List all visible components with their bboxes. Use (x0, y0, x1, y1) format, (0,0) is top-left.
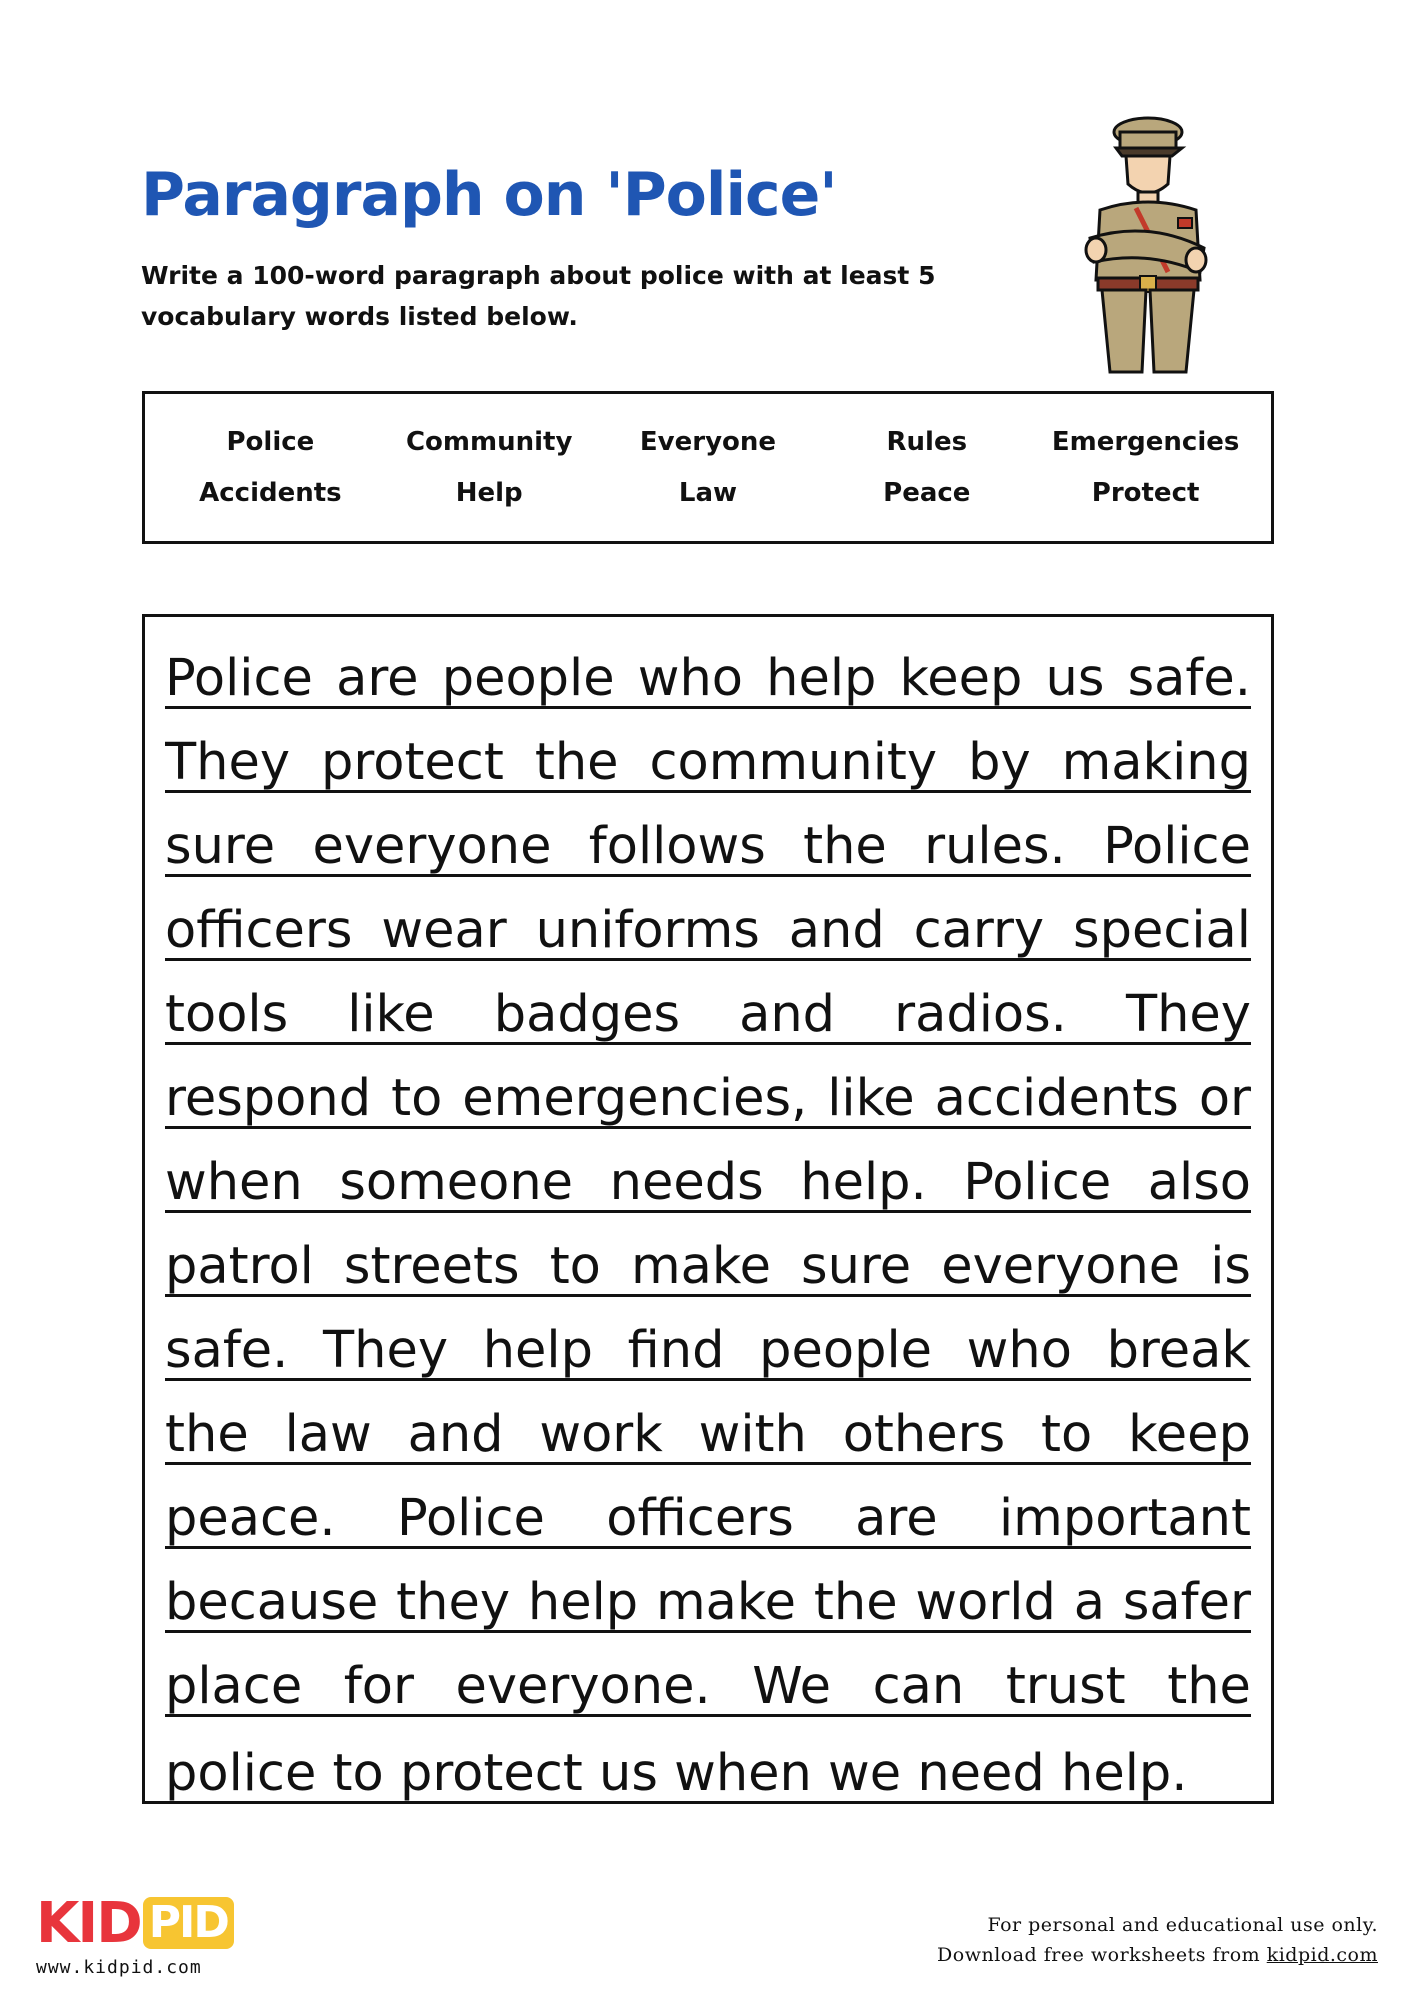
paragraph-word: to (391, 1069, 443, 1128)
kidpid-logo (36, 1890, 234, 1956)
paragraph-word: who (966, 1321, 1072, 1380)
paragraph-word: officers (165, 901, 353, 960)
paragraph-word: help (482, 1321, 593, 1380)
paragraph-word: respond (165, 1069, 372, 1128)
paragraph-word: protect (321, 733, 504, 792)
footer-note (937, 1910, 1378, 1970)
vocab-word: Help (455, 478, 523, 509)
paragraph-word: accidents (934, 1069, 1179, 1128)
paragraph-word: and (788, 901, 885, 960)
paragraph-word: and (407, 1405, 504, 1464)
paragraph-word: the (803, 817, 887, 876)
paragraph-word: rules. (924, 817, 1066, 876)
paragraph-word: We (752, 1657, 832, 1716)
paragraph-word: break (1106, 1321, 1251, 1380)
paragraph-word: the (1167, 1657, 1251, 1716)
paragraph-word: to (549, 1237, 601, 1296)
paragraph-word: like (827, 1069, 915, 1128)
paragraph-line (165, 961, 1251, 1045)
paragraph-box (142, 614, 1274, 1804)
vocab-word: Accidents (199, 478, 342, 509)
paragraph-word: keep (899, 649, 1023, 708)
vocab-word: Law (678, 478, 738, 509)
paragraph-line (165, 709, 1251, 793)
paragraph-line (165, 1381, 1251, 1465)
paragraph-word: world (915, 1573, 1056, 1632)
paragraph-word: a (1073, 1573, 1105, 1632)
paragraph-word: or (1198, 1069, 1251, 1128)
paragraph-line (165, 793, 1251, 877)
paragraph-word: badges (493, 985, 681, 1044)
paragraph-word: Police (963, 1153, 1112, 1212)
paragraph-word: work (539, 1405, 663, 1464)
paragraph-word: law (284, 1405, 372, 1464)
paragraph-word: officers (606, 1489, 794, 1548)
paragraph-word: find (627, 1321, 725, 1380)
paragraph-word: radios. (894, 985, 1067, 1044)
vocab-word: Emergencies (1051, 426, 1240, 457)
paragraph-word: follows (588, 817, 766, 876)
paragraph-word: who (637, 649, 743, 708)
paragraph-word: with (698, 1405, 807, 1464)
paragraph-word: help (527, 1573, 639, 1632)
paragraph-line (165, 1717, 1251, 1801)
paragraph-word: peace. (165, 1489, 336, 1548)
vocab-word: Protect (1091, 478, 1200, 509)
police-officer-illustration (1060, 110, 1230, 380)
paragraph-line (165, 1297, 1251, 1381)
paragraph-word: people (759, 1321, 932, 1380)
paragraph-word: tools (165, 985, 289, 1044)
paragraph-word: They (165, 733, 291, 792)
paragraph-word: wear (381, 901, 507, 960)
paragraph-line (165, 1465, 1251, 1549)
paragraph-word: sure (165, 817, 276, 876)
paragraph-word: make (630, 1237, 771, 1296)
paragraph-word: community (649, 733, 938, 792)
paragraph-word: for (343, 1657, 414, 1716)
paragraph-word: they (396, 1573, 511, 1632)
footer-line-2-prefix: Download free worksheets from (937, 1944, 1267, 1966)
paragraph-line (165, 1633, 1251, 1717)
paragraph-word: safer (1122, 1573, 1251, 1632)
paragraph-word: to (1041, 1405, 1093, 1464)
paragraph-word: trust (1005, 1657, 1126, 1716)
footer-line-2 (937, 1940, 1378, 1970)
paragraph-word: help (766, 649, 877, 708)
paragraph-word: keep (1128, 1405, 1251, 1464)
instructions: Write a 100-word paragraph about police with at least 5 vocabulary words listed below. (141, 261, 936, 331)
paragraph-word: sure (801, 1237, 912, 1296)
footer-line-1: For personal and educational use only. (987, 1914, 1378, 1936)
paragraph-line (165, 1129, 1251, 1213)
paragraph-word: They (323, 1321, 449, 1380)
paragraph-word: by (968, 733, 1031, 792)
logo-kid-text: KID (36, 1890, 141, 1956)
paragraph-word: when (165, 1153, 303, 1212)
paragraph-word: uniforms (535, 901, 760, 960)
footer-link[interactable]: kidpid.com (1266, 1944, 1378, 1966)
paragraph-word: special (1073, 901, 1251, 960)
paragraph-word: safe. (1127, 649, 1251, 708)
paragraph-word: everyone (941, 1237, 1181, 1296)
paragraph-word: are (855, 1489, 938, 1548)
paragraph-line (165, 625, 1251, 709)
paragraph-word: and (739, 985, 836, 1044)
vocab-word: Community (405, 426, 573, 457)
paragraph-word: us (1045, 649, 1105, 708)
paragraph-word: They (1125, 985, 1251, 1044)
paragraph-word: patrol (165, 1237, 314, 1296)
paragraph-word: others (842, 1405, 1006, 1464)
paragraph-word: making (1061, 733, 1251, 792)
paragraph-word: Police (397, 1489, 545, 1548)
paragraph-word: carry (913, 901, 1045, 960)
paragraph-word: the (534, 733, 619, 792)
paragraph-word: place (165, 1657, 303, 1716)
paragraph-word: make (656, 1573, 797, 1632)
paragraph-word: emergencies, (462, 1069, 808, 1128)
logo-url: www.kidpid.com (36, 1957, 202, 1978)
paragraph-word: help. (800, 1153, 927, 1212)
paragraph-word: needs (609, 1153, 764, 1212)
vocab-word: Police (226, 426, 315, 457)
paragraph-word: people (441, 649, 615, 708)
paragraph-word: are (336, 649, 419, 708)
paragraph-line (165, 1213, 1251, 1297)
paragraph-word: Police (165, 649, 313, 708)
logo-pid-text: PID (143, 1897, 234, 1949)
paragraph-word: because (165, 1573, 379, 1632)
paragraph-word: important (999, 1489, 1251, 1548)
paragraph-line (165, 877, 1251, 961)
paragraph-word: the (813, 1573, 898, 1632)
paragraph-line-text: police to protect us when we need help. (165, 1748, 1187, 1801)
vocab-word: Everyone (639, 426, 777, 457)
paragraph-word: safe. (165, 1321, 289, 1380)
paragraph-word: everyone. (455, 1657, 711, 1716)
paragraph-word: also (1147, 1153, 1251, 1212)
paragraph-word: like (347, 985, 435, 1044)
paragraph-word: is (1210, 1237, 1251, 1296)
paragraph-word: Police (1103, 817, 1251, 876)
paragraph-word: the (165, 1405, 249, 1464)
paragraph-word: someone (339, 1153, 574, 1212)
paragraph-word: can (872, 1657, 965, 1716)
vocab-word: Peace (883, 478, 971, 509)
vocab-word: Rules (886, 426, 968, 457)
paragraph-word: everyone (312, 817, 552, 876)
paragraph-line (165, 1045, 1251, 1129)
paragraph-word: streets (343, 1237, 520, 1296)
page-title: Paragraph on 'Police' (141, 160, 837, 230)
paragraph-line (165, 1549, 1251, 1633)
vocabulary-box (142, 391, 1274, 544)
